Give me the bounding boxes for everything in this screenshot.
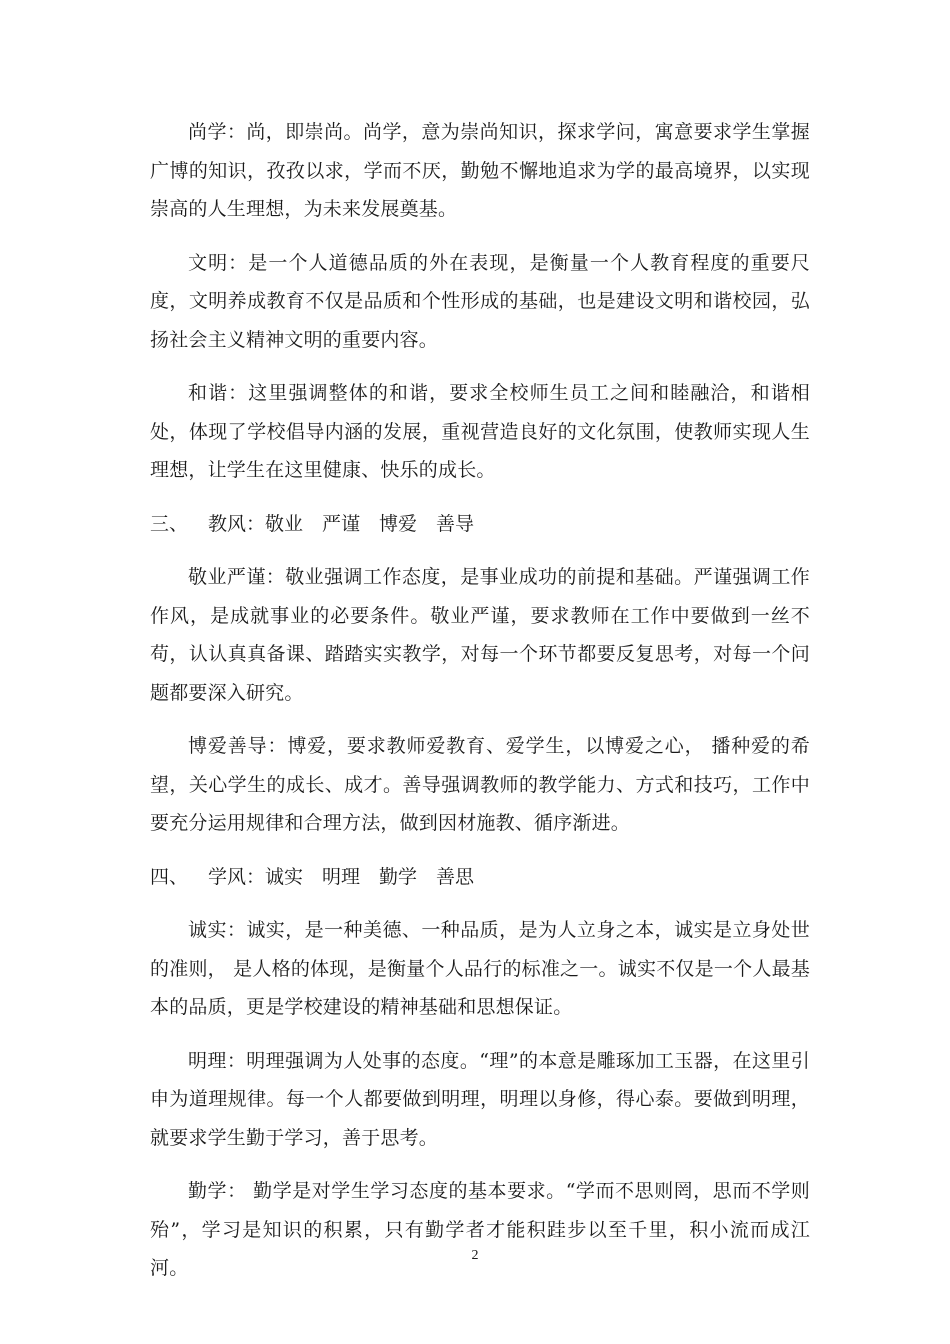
paragraph-qinxue: 勤学： 勤学是对学生学习态度的基本要求。“学而不思则罔，思而不学则殆”，学习是知识的积累，只有勤学者才能积跬步以至千里，积小流而成江河。 <box>150 1180 810 1279</box>
paragraph-boai-shandao: 博爱善导：博爱，要求教师爱教育、爱学生，以博爱之心， 播种爱的希望，关心学生的成长、成才。善导强调教师的教学能力、方式和技巧，工作中要充分运用规律和合理方法，做到因材施教、循序渐进。 <box>150 735 810 834</box>
paragraph-wenming: 文明：是一个人道德品质的外在表现，是衡量一个人教育程度的重要尺度，文明养成教育不仅是品质和个性形成的基础，也是建设文明和谐校园，弘扬社会主义精神文明的重要内容。 <box>150 251 810 351</box>
paragraph-chengshi: 诚实：诚实，是一种美德、一种品质，是为人立身之本，诚实是立身处世的准则， 是人格的体现，是衡量个人品行的标准之一。诚实不仅是一个人最基本的品质，更是学校建设的精神基础和思想保证。 <box>150 919 810 1018</box>
paragraph-mingli: 明理：明理强调为人处事的态度。“理”的本意是雕琢加工玉器，在这里引申为道理规律。每一个人都要做到明理，明理以身修，得心泰。要做到明理，就要求学生勤于学习，善于思考。 <box>150 1049 810 1149</box>
section-heading-xuefeng <box>150 858 810 897</box>
page-number: 2 <box>471 1248 479 1263</box>
section-heading-jiaofeng <box>150 505 810 544</box>
section-number: 四、 <box>150 865 189 888</box>
document-body <box>150 113 810 1303</box>
section-title: 教风：敬业 严谨 博爱 善导 <box>208 512 475 535</box>
section-number: 三、 <box>150 512 189 535</box>
paragraph-jingye-yanjin: 敬业严谨：敬业强调工作态度，是事业成功的前提和基础。严谨强调工作作风，是成就事业的必要条件。敬业严谨，要求教师在工作中要做到一丝不苟，认认真真备课、踏踏实实教学，对每一个环节都要反复思考，对每一个问题都要深入研究。 <box>150 566 810 704</box>
paragraph-hexie: 和谐：这里强调整体的和谐，要求全校师生员工之间和睦融洽，和谐相处，体现了学校倡导内涵的发展，重视营造良好的文化氛围，使教师实现人生理想，让学生在这里健康、快乐的成长。 <box>150 382 810 481</box>
paragraph-shangxue: 尚学：尚，即崇尚。尚学，意为崇尚知识，探求学问，寓意要求学生掌握广博的知识，孜孜以求，学而不厌，勤勉不懈地追求为学的最高境界，以实现崇高的人生理想，为未来发展奠基。 <box>150 121 810 220</box>
section-title: 学风：诚实 明理 勤学 善思 <box>208 865 475 888</box>
